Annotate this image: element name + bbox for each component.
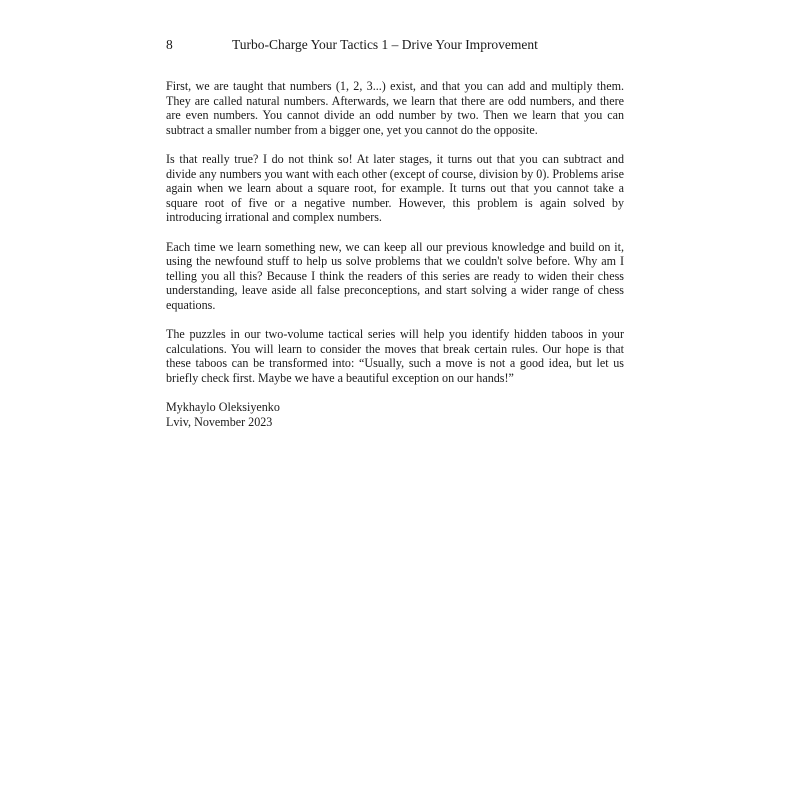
paragraph: The puzzles in our two-volume tactical series will help you identify hidden taboos in your calculations. You will learn to consider the moves that break certain rules. Our hope is that these taboos can be transformed into: “Usually, such a move is not a good idea, but let us briefly check first. Maybe we have a beautiful exception on our hands!”: [166, 327, 624, 385]
page-header: [166, 37, 626, 57]
place-date: Lviv, November 2023: [166, 414, 273, 429]
running-title: Turbo-Charge Your Tactics 1 – Drive Your Improvement: [232, 37, 538, 52]
paragraph: Each time we learn something new, we can keep all our previous knowledge and build on it, using the newfound stuff to help us solve problems that we couldn't solve before. Why am I telling you all this? Because I think the readers of this series are ready to widen their chess understanding, leave aside all false preconceptions, and start solving a wider range of chess equations.: [166, 239, 624, 312]
page-body: [166, 79, 624, 429]
author-name: Mykhaylo Oleksiyenko: [166, 400, 280, 415]
signature-block: [166, 400, 624, 429]
paragraph: Is that really true? I do not think so! At later stages, it turns out that you can subtract and divide any numbers you want with each other (except of course, division by 0). Problems arise again when we learn about a square root, for example. It turns out that you cannot take a square root of five or a negative number. However, this problem is again solved by introducing irrational and complex numbers.: [166, 151, 624, 225]
paragraph: First, we are taught that numbers (1, 2, 3...) exist, and that you can add and multiply them. They are called natural numbers. Afterwards, we learn that there are odd numbers, and there are even numbers. You cannot divide an odd number by two. Then we learn that you can subtract a smaller number from a bigger one, yet you cannot do the opposite.: [166, 79, 624, 137]
page-number: 8: [166, 37, 173, 52]
